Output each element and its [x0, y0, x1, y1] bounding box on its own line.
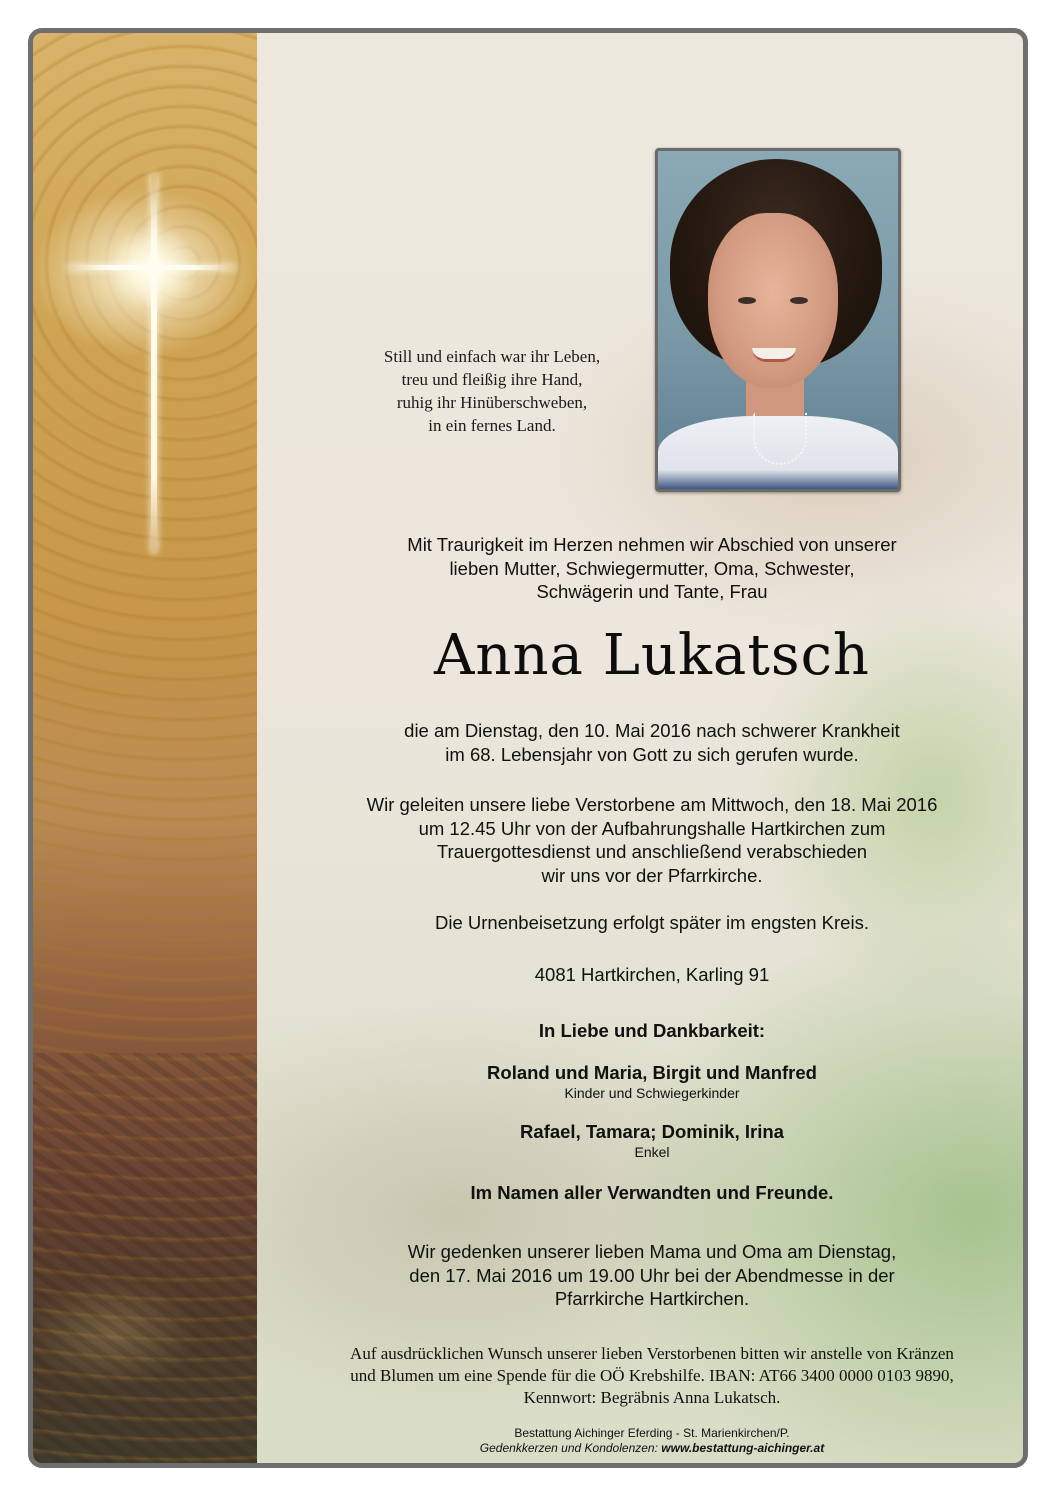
death-info: die am Dienstag, den 10. Mai 2016 nach schwerer Krankheit im 68. Lebensjahr von Gott zu sich gerufen wurde.	[404, 720, 900, 765]
poem-line: treu und fleißig ihre Hand,	[401, 370, 583, 389]
address: 4081 Hartkirchen, Karling 91	[534, 964, 770, 985]
website-link[interactable]: www.bestattung-aichinger.at	[661, 1441, 825, 1455]
condolence-label: Gedenkkerzen und Kondolenzen:	[479, 1441, 658, 1455]
poem-line: ruhig ihr Hinüberschweben,	[396, 393, 588, 412]
memorial-mass: Wir gedenken unserer lieben Mama und Oma am Dienstag, den 17. Mai 2016 um 19.00 Uhr bei der Abendmesse in der Pfarrkirche Hartkirchen.	[407, 1241, 897, 1309]
footer	[297, 1426, 1007, 1456]
poem-line: in ein fernes Land.	[428, 416, 556, 435]
urn-info: Die Urnenbeisetzung erfolgt später im engsten Kreis.	[435, 912, 869, 933]
deceased-name: Anna Lukatsch	[433, 623, 870, 688]
funeral-home: Bestattung Aichinger Eferding - St. Marienkirchen/P.	[514, 1426, 790, 1440]
poem-line: Still und einfach war ihr Leben,	[383, 347, 601, 366]
obituary-content	[257, 33, 1023, 1463]
wood-texture-strip	[33, 33, 257, 1463]
grandchildren-group	[297, 1120, 1007, 1161]
poem	[347, 345, 637, 437]
grandchildren-names: Rafael, Tamara; Dominik, Irina	[520, 1121, 784, 1142]
donation-note: Auf ausdrücklichen Wunsch unserer lieben Verstorbenen bitten wir anstelle von Kränzen und Blumen um eine Spende für die OÖ Krebshilfe. IBAN: AT66 3400 0000 0103 9890, Kennwort: Begräbnis Anna Lukatsch.	[350, 1344, 954, 1407]
portrait-necklace	[753, 413, 807, 465]
children-names: Roland und Maria, Birgit und Manfred	[487, 1062, 817, 1083]
mourners-heading: In Liebe und Dankbarkeit:	[538, 1020, 766, 1041]
portrait-photo	[655, 148, 901, 492]
relatives-line: Im Namen aller Verwandten und Freunde.	[470, 1182, 834, 1203]
portrait-mouth	[752, 348, 796, 362]
portrait-eye	[738, 297, 756, 304]
cross-icon	[151, 173, 157, 553]
grandchildren-label: Enkel	[634, 1143, 670, 1160]
children-group	[297, 1061, 1007, 1102]
obituary-card	[28, 28, 1028, 1468]
intro-text: Mit Traurigkeit im Herzen nehmen wir Abschied von unserer lieben Mutter, Schwiegermutter, Oma, Schwester, Schwägerin und Tante, Frau	[407, 534, 897, 602]
portrait-eye	[790, 297, 808, 304]
cross-crossbar	[67, 265, 235, 270]
children-label: Kinder und Schwiegerkinder	[564, 1084, 740, 1101]
portrait-face	[708, 213, 838, 388]
funeral-info: Wir geleiten unsere liebe Verstorbene am Mittwoch, den 18. Mai 2016 um 12.45 Uhr von der Aufbahrungshalle Hartkirchen zum Trauergottesdienst und anschließend verabschieden wir uns vor der Pfarrkirche.	[366, 794, 938, 886]
